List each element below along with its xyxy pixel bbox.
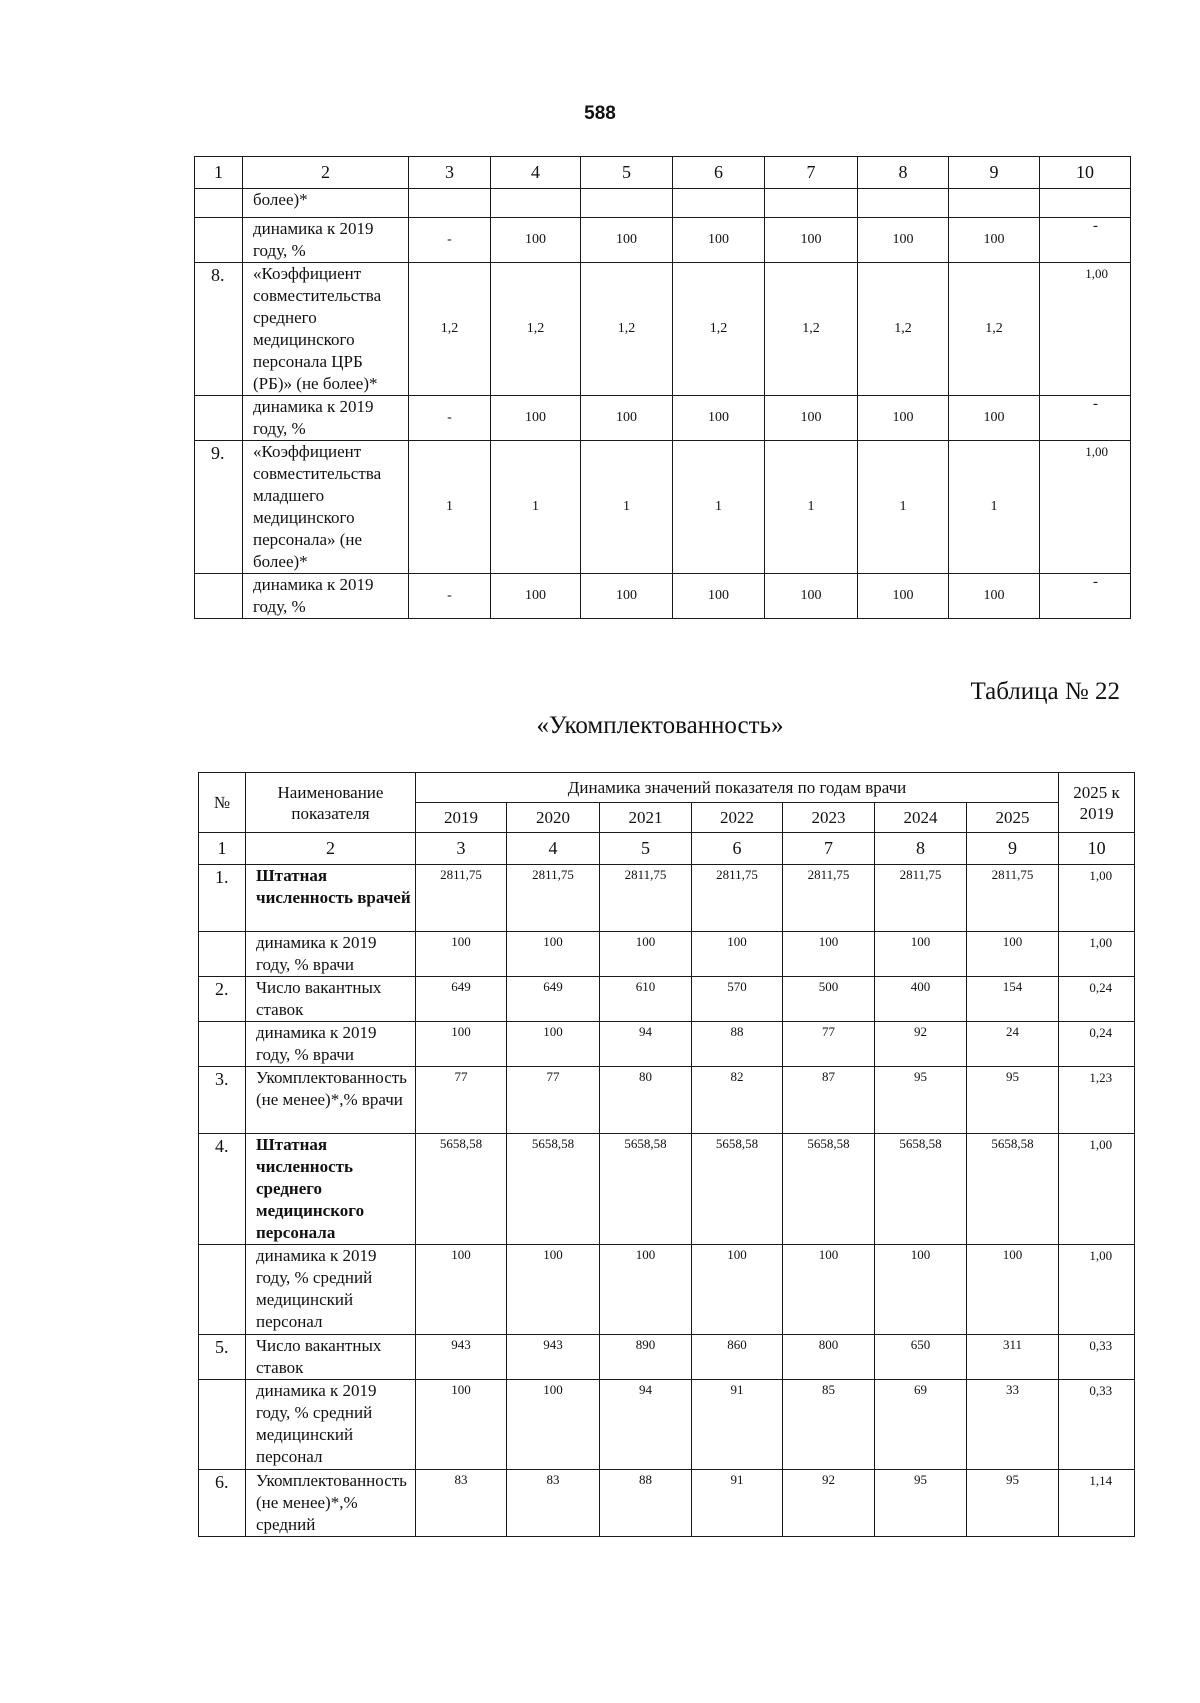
- value-cell: 1,2: [581, 263, 673, 396]
- col-index-cell: 8: [875, 833, 967, 865]
- table-row: [199, 1335, 1135, 1380]
- ratio-cell: 1,14: [1059, 1470, 1135, 1537]
- table-row: [199, 1470, 1135, 1537]
- value-cell: 1: [673, 441, 765, 574]
- value-cell: 311: [967, 1335, 1059, 1380]
- table-row: [195, 189, 1131, 218]
- value-cell: 83: [507, 1470, 600, 1537]
- indicator-name: динамика к 2019 году, %: [243, 574, 409, 619]
- year-header: 2023: [783, 803, 875, 833]
- value-cell: 92: [783, 1470, 875, 1537]
- row-number: 1.: [199, 865, 246, 932]
- value-cell: 95: [875, 1067, 967, 1134]
- value-cell: 1: [858, 441, 949, 574]
- value-cell: 94: [600, 1380, 692, 1470]
- value-cell: 100: [673, 218, 765, 263]
- value-cell: 1: [949, 441, 1040, 574]
- value-cell: 100: [507, 932, 600, 977]
- table-row: [199, 1067, 1135, 1134]
- value-cell: 943: [507, 1335, 600, 1380]
- row-number: [195, 218, 243, 263]
- value-cell: 100: [416, 1245, 507, 1335]
- value-cell: 1: [491, 441, 581, 574]
- value-cell: 33: [967, 1380, 1059, 1470]
- column-index-row: [195, 157, 1131, 189]
- value-cell: 100: [416, 1380, 507, 1470]
- value-cell: [409, 189, 491, 218]
- value-cell: 100: [507, 1380, 600, 1470]
- value-cell: 2811,75: [783, 865, 875, 932]
- table-row: [199, 1134, 1135, 1245]
- value-cell: [581, 189, 673, 218]
- value-cell: 100: [491, 218, 581, 263]
- value-cell: 100: [783, 1245, 875, 1335]
- value-cell: 92: [875, 1022, 967, 1067]
- value-cell: [858, 189, 949, 218]
- col-index-cell: 4: [491, 157, 581, 189]
- year-header: 2019: [416, 803, 507, 833]
- indicator-name: более)*: [243, 189, 409, 218]
- value-cell: 400: [875, 977, 967, 1022]
- value-cell: 100: [765, 574, 858, 619]
- row-number: 5.: [199, 1335, 246, 1380]
- value-cell: 100: [783, 932, 875, 977]
- row-number: [195, 574, 243, 619]
- col-index-cell: 3: [409, 157, 491, 189]
- column-index-row: [199, 833, 1135, 865]
- table-row: [195, 574, 1131, 619]
- col-index-cell: 5: [600, 833, 692, 865]
- table-row: [199, 865, 1135, 932]
- value-cell: 800: [783, 1335, 875, 1380]
- ratio-cell: 1,00: [1059, 1134, 1135, 1245]
- value-cell: 100: [765, 218, 858, 263]
- value-cell: [673, 189, 765, 218]
- value-cell: 5658,58: [783, 1134, 875, 1245]
- value-cell: 2811,75: [416, 865, 507, 932]
- indicator-name: Укомплектованность (не менее)*,% средний: [246, 1470, 416, 1537]
- value-cell: 100: [581, 396, 673, 441]
- value-cell: 2811,75: [600, 865, 692, 932]
- table-row: [195, 263, 1131, 396]
- year-header: 2025: [967, 803, 1059, 833]
- col-index-cell: 6: [692, 833, 783, 865]
- value-cell: 94: [600, 1022, 692, 1067]
- col-index-cell: 10: [1059, 833, 1135, 865]
- value-cell: 2811,75: [507, 865, 600, 932]
- value-cell: 100: [949, 218, 1040, 263]
- col-index-cell: 7: [783, 833, 875, 865]
- ratio-cell: 1,00: [1059, 1245, 1135, 1335]
- col-index-cell: 9: [949, 157, 1040, 189]
- value-cell: [491, 189, 581, 218]
- year-header: 2020: [507, 803, 600, 833]
- value-cell: 2811,75: [967, 865, 1059, 932]
- value-cell: 100: [949, 574, 1040, 619]
- value-cell: [949, 189, 1040, 218]
- indicator-name: динамика к 2019 году, %: [243, 218, 409, 263]
- ratio-cell: 1,23: [1059, 1067, 1135, 1134]
- table-number-label: Таблица № 22: [970, 678, 1120, 705]
- col-index-cell: 1: [199, 833, 246, 865]
- value-cell: 5658,58: [967, 1134, 1059, 1245]
- row-number: [199, 932, 246, 977]
- table-title: «Укомплектованность»: [536, 712, 784, 739]
- header-row-1: [199, 773, 1135, 803]
- ratio-cell: 0,33: [1059, 1335, 1135, 1380]
- value-cell: 100: [600, 932, 692, 977]
- value-cell: 82: [692, 1067, 783, 1134]
- row-number: [195, 189, 243, 218]
- value-cell: 100: [581, 218, 673, 263]
- ratio-cell: 1,00: [1040, 441, 1131, 574]
- value-cell: 890: [600, 1335, 692, 1380]
- staffing-table: [198, 772, 1135, 1537]
- value-cell: 100: [507, 1022, 600, 1067]
- col-name-header: Наименование показателя: [246, 773, 416, 833]
- value-cell: 100: [507, 1245, 600, 1335]
- staffing-table-body: [199, 865, 1135, 1537]
- value-cell: 649: [416, 977, 507, 1022]
- ratio-cell: 0,24: [1059, 977, 1135, 1022]
- value-cell: 77: [507, 1067, 600, 1134]
- table-row: [199, 932, 1135, 977]
- value-cell: 100: [692, 1245, 783, 1335]
- value-cell: 100: [875, 1245, 967, 1335]
- value-cell: 1,2: [491, 263, 581, 396]
- col-dynamics-header: Динамика значений показателя по годам врачи: [416, 773, 1059, 803]
- value-cell: 5658,58: [600, 1134, 692, 1245]
- ratio-cell: [1040, 189, 1131, 218]
- ratio-cell: 1,00: [1040, 263, 1131, 396]
- value-cell: 91: [692, 1470, 783, 1537]
- value-cell: 570: [692, 977, 783, 1022]
- table-row: [199, 1245, 1135, 1335]
- value-cell: 100: [600, 1245, 692, 1335]
- value-cell: 5658,58: [692, 1134, 783, 1245]
- page-number: 588: [584, 103, 616, 124]
- value-cell: 95: [875, 1470, 967, 1537]
- value-cell: 100: [765, 396, 858, 441]
- table-row: [195, 441, 1131, 574]
- value-cell: 2811,75: [692, 865, 783, 932]
- year-header: 2021: [600, 803, 692, 833]
- continuation-table-body: [195, 189, 1131, 619]
- value-cell: 100: [949, 396, 1040, 441]
- indicator-name: Укомплектованность (не менее)*,% врачи: [246, 1067, 416, 1134]
- col-index-cell: 2: [246, 833, 416, 865]
- value-cell: -: [409, 218, 491, 263]
- value-cell: 95: [967, 1470, 1059, 1537]
- value-cell: 2811,75: [875, 865, 967, 932]
- value-cell: 100: [692, 932, 783, 977]
- row-number: [199, 1022, 246, 1067]
- table-row: [199, 1022, 1135, 1067]
- table-row: [195, 396, 1131, 441]
- value-cell: 69: [875, 1380, 967, 1470]
- table-row: [195, 218, 1131, 263]
- indicator-name: динамика к 2019 году, % средний медицинский персонал: [246, 1380, 416, 1470]
- row-number: 9.: [195, 441, 243, 574]
- value-cell: 85: [783, 1380, 875, 1470]
- value-cell: 1,2: [409, 263, 491, 396]
- value-cell: 1,2: [765, 263, 858, 396]
- indicator-name: динамика к 2019 году, % средний медицинский персонал: [246, 1245, 416, 1335]
- indicator-name: «Коэффициент совместительства младшего медицинского персонала» (не более)*: [243, 441, 409, 574]
- value-cell: 650: [875, 1335, 967, 1380]
- value-cell: 610: [600, 977, 692, 1022]
- indicator-name: динамика к 2019 году, % врачи: [246, 932, 416, 977]
- value-cell: 100: [858, 396, 949, 441]
- value-cell: 100: [491, 574, 581, 619]
- value-cell: 24: [967, 1022, 1059, 1067]
- col-index-cell: 4: [507, 833, 600, 865]
- value-cell: 77: [416, 1067, 507, 1134]
- value-cell: 5658,58: [507, 1134, 600, 1245]
- col-index-cell: 9: [967, 833, 1059, 865]
- value-cell: [765, 189, 858, 218]
- col-index-cell: 10: [1040, 157, 1131, 189]
- continuation-table: [194, 156, 1131, 619]
- year-header: 2024: [875, 803, 967, 833]
- value-cell: 88: [600, 1470, 692, 1537]
- row-number: [199, 1245, 246, 1335]
- col-ratio-header: 2025 к 2019: [1059, 773, 1135, 833]
- col-index-cell: 1: [195, 157, 243, 189]
- indicator-name: динамика к 2019 году, % врачи: [246, 1022, 416, 1067]
- value-cell: 100: [673, 396, 765, 441]
- year-header: 2022: [692, 803, 783, 833]
- col-index-cell: 3: [416, 833, 507, 865]
- value-cell: 5658,58: [875, 1134, 967, 1245]
- row-number: [195, 396, 243, 441]
- value-cell: 1: [581, 441, 673, 574]
- indicator-name: динамика к 2019 году, %: [243, 396, 409, 441]
- value-cell: 100: [967, 1245, 1059, 1335]
- value-cell: 1,2: [673, 263, 765, 396]
- indicator-name: Число вакантных ставок: [246, 1335, 416, 1380]
- value-cell: 100: [967, 932, 1059, 977]
- value-cell: 154: [967, 977, 1059, 1022]
- ratio-cell: 0,33: [1059, 1380, 1135, 1470]
- value-cell: 500: [783, 977, 875, 1022]
- col-index-cell: 8: [858, 157, 949, 189]
- table-row: [199, 977, 1135, 1022]
- value-cell: 95: [967, 1067, 1059, 1134]
- table-row: [199, 1380, 1135, 1470]
- col-number-header: №: [199, 773, 246, 833]
- indicator-name: Штатная численность врачей: [246, 865, 416, 932]
- col-index-cell: 2: [243, 157, 409, 189]
- value-cell: 100: [416, 932, 507, 977]
- value-cell: 88: [692, 1022, 783, 1067]
- indicator-name: Число вакантных ставок: [246, 977, 416, 1022]
- value-cell: 100: [581, 574, 673, 619]
- row-number: 6.: [199, 1470, 246, 1537]
- row-number: [199, 1380, 246, 1470]
- col-index-cell: 6: [673, 157, 765, 189]
- ratio-cell: 1,00: [1059, 932, 1135, 977]
- value-cell: 100: [858, 218, 949, 263]
- value-cell: 100: [875, 932, 967, 977]
- row-number: 8.: [195, 263, 243, 396]
- value-cell: -: [409, 574, 491, 619]
- value-cell: 1: [409, 441, 491, 574]
- col-index-cell: 7: [765, 157, 858, 189]
- ratio-cell: -: [1040, 396, 1131, 441]
- row-number: 3.: [199, 1067, 246, 1134]
- value-cell: 87: [783, 1067, 875, 1134]
- ratio-cell: 1,00: [1059, 865, 1135, 932]
- value-cell: 100: [491, 396, 581, 441]
- value-cell: 860: [692, 1335, 783, 1380]
- indicator-name: «Коэффициент совместительства среднего медицинского персонала ЦРБ (РБ)» (не более)*: [243, 263, 409, 396]
- ratio-cell: -: [1040, 218, 1131, 263]
- ratio-cell: 0,24: [1059, 1022, 1135, 1067]
- value-cell: 1,2: [949, 263, 1040, 396]
- value-cell: 77: [783, 1022, 875, 1067]
- row-number: 2.: [199, 977, 246, 1022]
- ratio-cell: -: [1040, 574, 1131, 619]
- value-cell: 100: [673, 574, 765, 619]
- value-cell: 91: [692, 1380, 783, 1470]
- value-cell: 100: [858, 574, 949, 619]
- value-cell: 100: [416, 1022, 507, 1067]
- value-cell: 80: [600, 1067, 692, 1134]
- col-index-cell: 5: [581, 157, 673, 189]
- value-cell: 83: [416, 1470, 507, 1537]
- value-cell: -: [409, 396, 491, 441]
- value-cell: 943: [416, 1335, 507, 1380]
- value-cell: 1: [765, 441, 858, 574]
- row-number: 4.: [199, 1134, 246, 1245]
- value-cell: 1,2: [858, 263, 949, 396]
- indicator-name: Штатная численность среднего медицинского персонала: [246, 1134, 416, 1245]
- value-cell: 649: [507, 977, 600, 1022]
- value-cell: 5658,58: [416, 1134, 507, 1245]
